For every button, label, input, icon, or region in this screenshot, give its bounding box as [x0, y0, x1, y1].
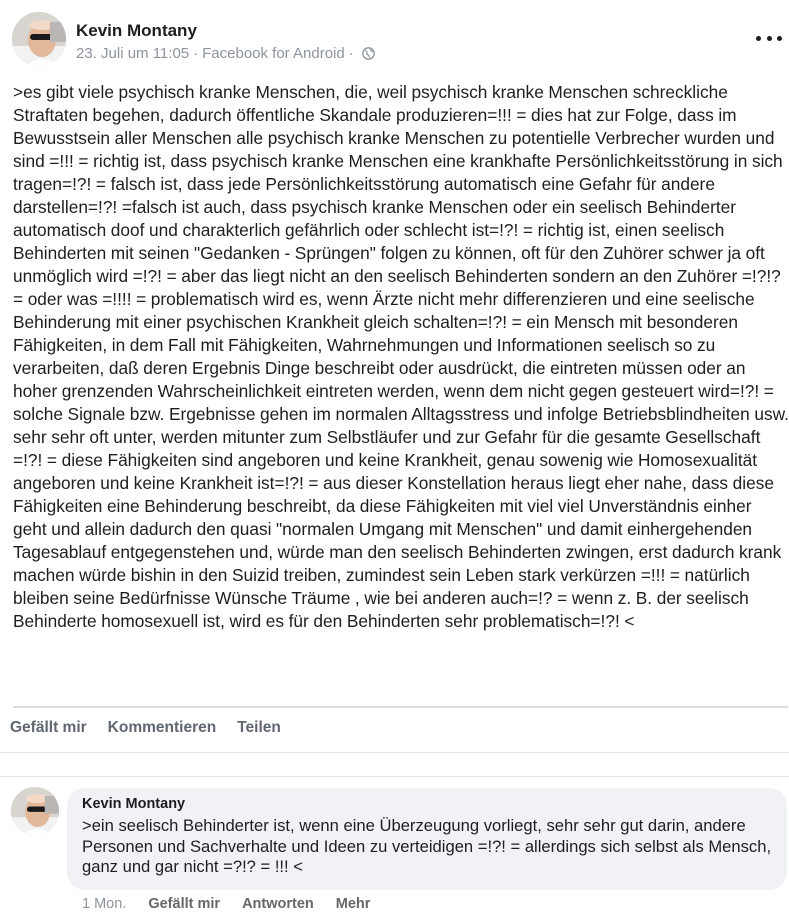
- dot: [767, 36, 772, 41]
- comment-time[interactable]: 1 Mon.: [82, 896, 127, 912]
- comment-reply-button[interactable]: Antworten: [242, 896, 314, 912]
- comment-author[interactable]: Kevin Montany: [82, 796, 186, 812]
- divider: [0, 752, 789, 753]
- author-avatar[interactable]: [12, 12, 66, 66]
- post-source: Facebook for Android: [202, 45, 345, 62]
- avatar-photo-icon: [11, 787, 59, 835]
- comment-bubble: [67, 788, 787, 890]
- avatar-photo-icon: [12, 12, 66, 66]
- share-button[interactable]: Teilen: [237, 719, 281, 736]
- comment-actions: [82, 896, 370, 912]
- post-actions: [10, 719, 281, 741]
- comment-avatar[interactable]: [11, 787, 59, 835]
- globe-icon: [362, 47, 375, 60]
- dot: [756, 36, 761, 41]
- more-dots-icon[interactable]: [756, 28, 782, 48]
- post-text: >es gibt viele psychisch kranke Menschen, die, weil psychisch kranke Menschen schreckliche Straftaten begehen, dadurch öffentliche Skandale produzieren=!!! = dies hat zur Folge, dass im Bewusstsein aller Menschen alle psychisch kranke Menschen zu potentielle Verbrecher wurden und sind =!!! = richtig ist, dass psychisch kranke Menschen eine krankhafte Persönlichkeitsstörung in sich tragen=!?! = falsch ist, dass jede Persönlichkeitsstörung automatisch eine Gefahr für andere darstellen=!?! =falsch ist auch, dass psychisch kranke Menschen oder ein seelisch Behinderter automatisch doof und charakterlich gefährlich oder schlecht ist=!?! = richtig ist, einen seelisch Behinderten mit seinen "Gedanken - Sprüngen" folgen zu können, oft für den Zuhörer schwer ja oft unmöglich wird =!?! = aber das liegt nicht an den seelisch Behinderten sondern an den Zuhörer =!?!? = oder was =!!!! = problematisch wird es, wenn Ärzte nicht mehr differenzieren und eine seelische Behinderung mit einer psychischen Krankheit gleich schalten=!?! = ein Mensch mit besonderen Fähigkeiten, in dem Fall mit Fähigkeiten, Wahrnehmungen und Informationen seelisch so zu verarbeiten, daß deren Ergebnis Dinge beschreibt oder ausdrückt, die eintreten müssen oder an hoher grenzenden Wahrscheinlichkeit eintreten werden, wenn dem nicht gegen gesteuert wird=!?! = solche Signale bzw. Ergebnisse gehen im normalen Alltagsstress und infolge Betriebsblindheiten usw. sehr sehr oft unter, werden mitunter zum Selbstläufer und zur Gefahr für die gesamte Gesellschaft =!?! = diese Fähigkeiten sind angeboren und keine Krankheit, genau sowenig wie Homosexualität angeboren und keine Krankheit ist=!?! = aus dieser Konstellation heraus liegt eher nahe, dass diese Fähigkeiten eine Behinderung beschreibt, da diese Fähigkeiten mit viel viel Unverständnis einher geht und allein dadurch den quasi "normalen Umgang mit Menschen" und damit einhergehenden Tagesablauf entgegenstehen und, würde man den seelisch Behinderten zwingen, erst dadurch krank machen würde bishin in den Suizid treiben, zumindest sein Leben stark verkürzen =!!! = natürlich bleiben seine Bedürfnisse Wünsche Träume , wie bei anderen auch=!? = wenn z. B. der seelisch Behinderte homosexuell ist, wird es für den Behinderten sehr problematisch=!?! <: [13, 82, 789, 631]
- comment-button[interactable]: Kommentieren: [107, 719, 217, 736]
- comment-more-button[interactable]: Mehr: [335, 896, 371, 912]
- post-meta: [76, 45, 375, 62]
- author-name[interactable]: Kevin Montany: [76, 21, 197, 40]
- comment-like-button[interactable]: Gefällt mir: [148, 896, 221, 912]
- post-header: [12, 12, 782, 68]
- comment-text: >ein seelisch Behinderter ist, wenn eine Überzeugung vorliegt, sehr sehr gut darin, andere Personen und Sachverhalte und Ideen zu verteidigen =!?! = allerdings sich selbst als Mensch, ganz und gar nicht =?!? = !!! <: [82, 816, 772, 876]
- meta-separator: ·: [193, 45, 199, 62]
- divider: [13, 706, 788, 708]
- meta-separator-2: ·: [348, 45, 354, 62]
- post-date[interactable]: 23. Juli um 11:05: [76, 45, 190, 62]
- divider: [0, 776, 789, 777]
- like-button[interactable]: Gefällt mir: [10, 719, 87, 736]
- dot: [777, 36, 782, 41]
